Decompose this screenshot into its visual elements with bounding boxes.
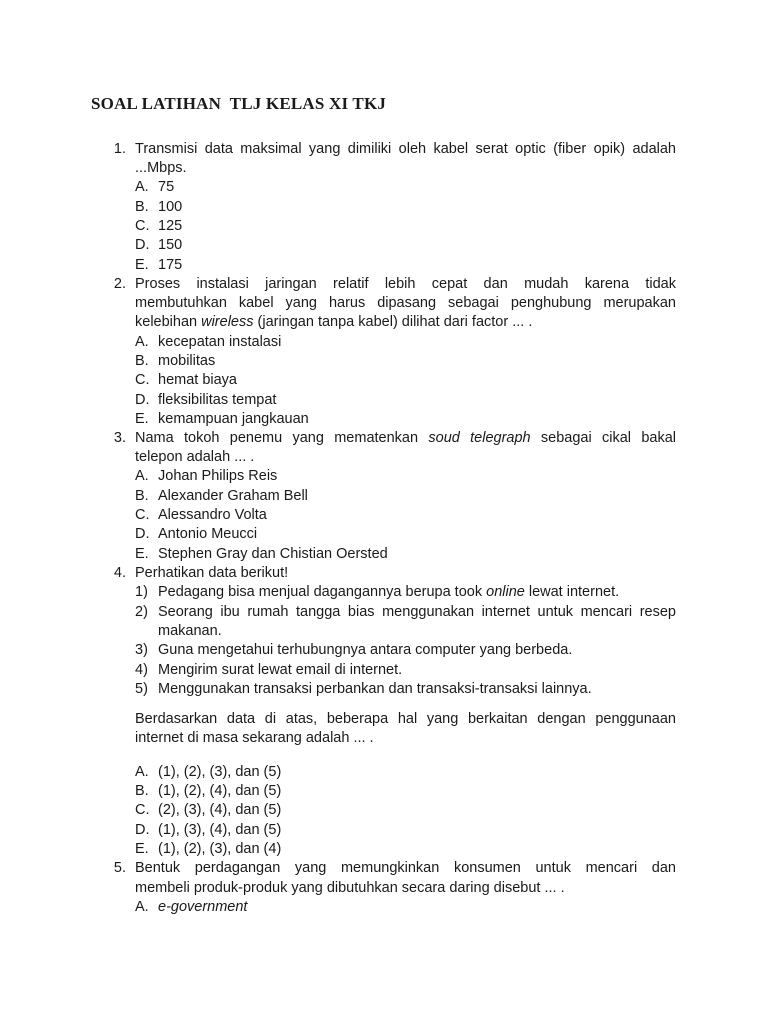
option-letter: E. bbox=[135, 546, 149, 562]
option-text: 150 bbox=[158, 237, 183, 253]
data-item-text: Guna mengetahui terhubungnya antara computer yang berbeda. bbox=[158, 642, 573, 658]
option-text: kemampuan jangkauan bbox=[158, 411, 309, 427]
option-text: fleksibilitas tempat bbox=[158, 392, 277, 408]
data-item-number: 2) bbox=[135, 604, 148, 620]
option-letter: A. bbox=[135, 899, 149, 915]
question-text: Transmisi data maksimal yang dimiliki oleh kabel serat optic (fiber opik) adalah bbox=[135, 141, 676, 157]
question-number: 1. bbox=[113, 141, 126, 157]
option-letter: A. bbox=[135, 764, 149, 780]
option-letter: B. bbox=[135, 488, 149, 504]
option-letter: C. bbox=[135, 218, 150, 234]
option-text: Antonio Meucci bbox=[158, 526, 258, 542]
question-text: Nama tokoh penemu yang mematenkan soud telegraph sebagai cikal bakal bbox=[135, 430, 676, 446]
question-number: 2. bbox=[113, 276, 126, 292]
option-letter: C. bbox=[135, 372, 150, 388]
option-text: 75 bbox=[158, 179, 175, 195]
option-letter: E. bbox=[135, 841, 149, 857]
italic-term: wireless bbox=[201, 314, 254, 330]
option-letter: D. bbox=[135, 526, 150, 542]
option-text: (1), (3), (4), dan (5) bbox=[158, 822, 282, 838]
data-item-text: Pedagang bisa menjual dagangannya berupa took online lewat internet. bbox=[158, 584, 620, 600]
data-item-text: Seorang ibu rumah tangga bias menggunakan internet untuk mencari resep bbox=[158, 604, 676, 620]
italic-term: online bbox=[486, 584, 525, 600]
question-paragraph: Berdasarkan data di atas, beberapa hal yang berkaitan dengan penggunaan bbox=[135, 711, 676, 727]
question-number: 3. bbox=[113, 430, 126, 446]
option-text: (1), (2), (3), dan (4) bbox=[158, 841, 282, 857]
question-number: 4. bbox=[113, 565, 126, 581]
option-letter: D. bbox=[135, 392, 150, 408]
option-text: (1), (2), (3), dan (5) bbox=[158, 764, 282, 780]
question-text: membeli produk-produk yang dibutuhkan secara daring disebut ... . bbox=[135, 880, 565, 896]
option-text: mobilitas bbox=[158, 353, 216, 369]
option-letter: E. bbox=[135, 257, 149, 273]
question-paragraph: internet di masa sekarang adalah ... . bbox=[135, 730, 374, 746]
data-item-text: Menggunakan transaksi perbankan dan transaksi-transaksi lainnya. bbox=[158, 681, 592, 697]
data-item-number: 4) bbox=[135, 662, 148, 678]
page-title: SOAL LATIHAN TLJ KELAS XI TKJ bbox=[91, 94, 387, 113]
italic-term: soud telegraph bbox=[428, 430, 531, 446]
option-text: e-government bbox=[158, 899, 248, 915]
question-text: kelebihan wireless (jaringan tanpa kabel) dilihat dari factor ... . bbox=[135, 314, 533, 330]
question-text: Proses instalasi jaringan relatif lebih cepat dan mudah karena tidak bbox=[135, 276, 676, 292]
data-item-number: 1) bbox=[135, 584, 148, 600]
data-item-text: Mengirim surat lewat email di internet. bbox=[158, 662, 403, 678]
option-text: Stephen Gray dan Chistian Oersted bbox=[158, 546, 388, 562]
option-text: Johan Philips Reis bbox=[158, 468, 278, 484]
option-letter: A. bbox=[135, 334, 149, 350]
question-text: Bentuk perdagangan yang memungkinkan konsumen untuk mencari dan bbox=[135, 860, 676, 876]
question-text: telepon adalah ... . bbox=[135, 449, 255, 465]
option-letter: A. bbox=[135, 179, 149, 195]
option-letter: B. bbox=[135, 199, 149, 215]
option-text: Alessandro Volta bbox=[158, 507, 267, 523]
question-text: ...Mbps. bbox=[135, 160, 187, 176]
option-letter: C. bbox=[135, 507, 150, 523]
option-letter: A. bbox=[135, 468, 149, 484]
question-text: membutuhkan kabel yang harus dipasang sebagai penghubung merupakan bbox=[135, 295, 676, 311]
question-text: Perhatikan data berikut! bbox=[135, 565, 289, 581]
option-letter: E. bbox=[135, 411, 149, 427]
question-number: 5. bbox=[113, 860, 126, 876]
data-item-number: 5) bbox=[135, 681, 148, 697]
option-text: (2), (3), (4), dan (5) bbox=[158, 802, 282, 818]
option-text: kecepatan instalasi bbox=[158, 334, 282, 350]
option-text: 175 bbox=[158, 257, 183, 273]
option-text: (1), (2), (4), dan (5) bbox=[158, 783, 282, 799]
option-letter: B. bbox=[135, 353, 149, 369]
data-item-number: 3) bbox=[135, 642, 148, 658]
option-letter: D. bbox=[135, 822, 150, 838]
option-text: hemat biaya bbox=[158, 372, 237, 388]
option-letter: B. bbox=[135, 783, 149, 799]
data-item-text: makanan. bbox=[158, 623, 222, 639]
option-letter: D. bbox=[135, 237, 150, 253]
option-text: Alexander Graham Bell bbox=[158, 488, 308, 504]
option-text: 100 bbox=[158, 199, 183, 215]
option-text: 125 bbox=[158, 218, 183, 234]
option-letter: C. bbox=[135, 802, 150, 818]
